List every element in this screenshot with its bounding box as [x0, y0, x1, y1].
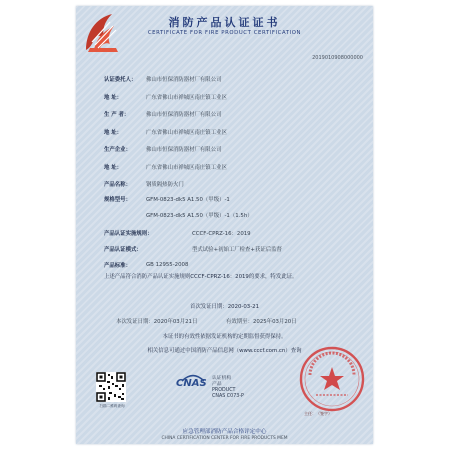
query-note: 相关信息可通过中国消防产品信息网（www.cccf.com.cn）查询 — [147, 348, 302, 354]
field-label: 地 址： — [104, 129, 123, 136]
field-row — [104, 210, 365, 219]
field-row — [104, 74, 365, 83]
cnas-info: 认证机构 产品 PRODUCT CNAS C073-P — [212, 376, 244, 399]
validity-note: 本证书的有效性依据发证机构的定期监督获得保持。 — [162, 334, 287, 340]
field-row — [104, 194, 365, 203]
field-row — [104, 244, 365, 253]
field-row — [104, 109, 365, 118]
field-row — [104, 127, 365, 136]
field-label: 规格型号： — [104, 196, 131, 203]
cnas-logo: CNAS — [176, 378, 207, 389]
field-label: 认证委托人： — [104, 76, 137, 83]
field-label: 生 产 者： — [104, 111, 130, 118]
field-row — [104, 144, 365, 153]
qr-label: 扫描二维码查询 — [99, 404, 125, 408]
field-value: 广东省佛山市禅城区南庄镇工业区 — [146, 164, 227, 171]
field-row — [104, 162, 365, 171]
field-value: 佛山市恒保消防器材厂有限公司 — [146, 111, 222, 118]
issuer-name: 应急管理部消防产品合格评定中心 — [182, 429, 267, 435]
certification-statement: 上述产品符合消防产品认证实施规则CCCF-CPRZ-16：2019的要求，特发此证。 — [104, 274, 298, 280]
certificate-subtitle: CERTIFICATE FOR FIRE PRODUCT CERTIFICATION — [147, 30, 302, 36]
field-value: GB 12955-2008 — [146, 261, 189, 268]
field-value: 广东省佛山市禅城区南庄镇工业区 — [146, 94, 227, 101]
certificate-number: 2019010908000000 — [312, 55, 363, 61]
field-label: 生产企业： — [104, 146, 131, 153]
field-row — [104, 260, 365, 269]
field-value: 型式试验+初始工厂检查+获证后监督 — [192, 246, 282, 253]
qr-code-icon — [96, 372, 126, 402]
field-label: 地 址： — [104, 94, 123, 101]
field-label: 地 址： — [104, 164, 123, 171]
issue-date: 本次发证日期：2020年03月21日 — [116, 318, 198, 325]
field-label: 产品标准： — [104, 262, 131, 269]
field-value: 广东省佛山市禅城区南庄镇工业区 — [146, 129, 227, 136]
official-seal-icon — [298, 345, 366, 413]
first-issue-date: 首次发证日期：2020-03-21 — [189, 304, 260, 310]
certificate — [76, 6, 373, 444]
field-row — [104, 179, 365, 188]
signature-line: 主任：（签字） — [304, 411, 332, 416]
field-row — [104, 92, 365, 101]
date-row — [116, 316, 365, 325]
field-value: 佛山市恒保消防器材厂有限公司 — [146, 76, 222, 83]
field-row — [104, 228, 365, 237]
expire-date: 有效期至：2025年03月20日 — [226, 318, 297, 325]
field-value: 佛山市恒保消防器材厂有限公司 — [146, 146, 222, 153]
field-value: GFM-0823-dk5 A1.50（甲级）-1（1.5h） — [146, 212, 253, 219]
field-label: 产品名称： — [104, 181, 131, 188]
field-label: 产品认证模式： — [104, 246, 142, 253]
field-label: 产品认证实施规则： — [104, 230, 153, 237]
field-value: CCCF-CPRZ-16：2019 — [192, 230, 251, 237]
field-value: GFM-0823-dk5 A1.50（甲级）-1 — [146, 196, 230, 203]
certificate-title: 消防产品认证证书 — [168, 16, 281, 29]
issuer-name-en: CHINA CERTIFICATION CENTER FOR FIRE PRODUCTS MEM — [161, 436, 288, 441]
field-value: 钢质隔热防火门 — [146, 181, 184, 188]
